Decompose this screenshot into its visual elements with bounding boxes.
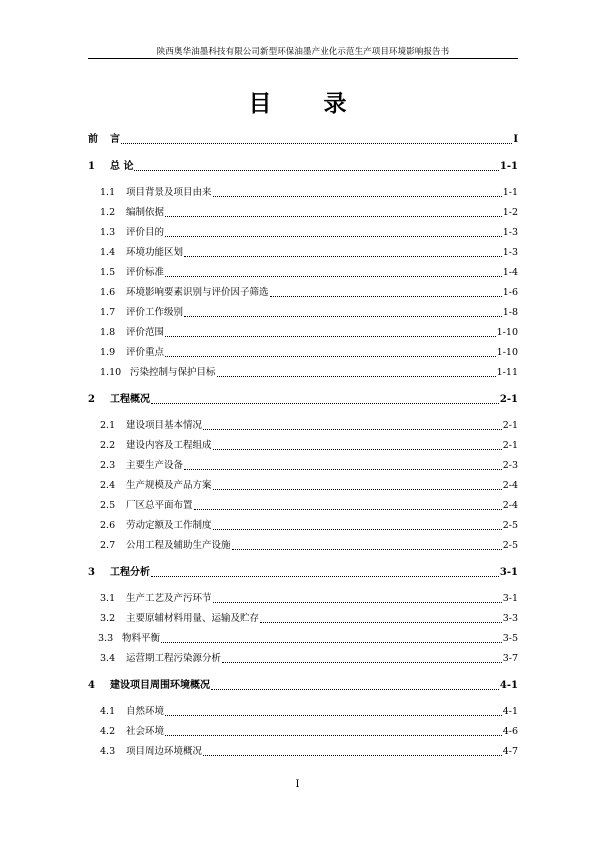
toc-entry-number: 3.1 — [100, 593, 116, 604]
toc-dot-leader — [184, 255, 502, 257]
toc-entry-number: 3.3 — [98, 633, 114, 644]
toc-entry-number: 1.6 — [100, 287, 116, 298]
toc-entry-label: 评价重点 — [126, 347, 165, 358]
toc-dot-leader — [165, 275, 502, 277]
toc-entry-label: 总 论 — [110, 161, 134, 172]
toc-entry-number: 2 — [88, 394, 95, 405]
toc-entry-label: 项目周边环境概况 — [126, 746, 203, 757]
toc-dot-leader — [165, 335, 496, 337]
toc-entry-page: 4-1 — [502, 706, 518, 717]
toc-entry-number: 4.3 — [100, 746, 116, 757]
toc-entry-number: 2.5 — [100, 500, 116, 511]
toc-entry-page: 3-3 — [502, 613, 518, 624]
table-of-contents — [88, 0, 518, 842]
toc-entry[interactable] — [88, 459, 518, 473]
toc-entry[interactable] — [88, 519, 518, 533]
toc-entry-label: 自然环境 — [126, 706, 165, 717]
toc-entry-page: 4-6 — [502, 726, 518, 737]
toc-entry-label: 评价工作级别 — [126, 307, 184, 318]
toc-entry-label: 环境影响要素识别与评价因子筛选 — [126, 287, 269, 298]
toc-entry-page: 4-1 — [499, 680, 518, 691]
toc-entry[interactable] — [88, 366, 518, 380]
toc-entry[interactable] — [88, 652, 518, 666]
toc-entry-page: 4-7 — [502, 746, 518, 757]
toc-entry-number: 1 — [88, 161, 95, 172]
toc-entry[interactable] — [88, 246, 518, 260]
toc-entry-page: 1-3 — [502, 247, 518, 258]
toc-entry-page: 2-1 — [499, 394, 518, 405]
toc-entry-label: 建设项目周围环境概况 — [110, 680, 210, 691]
toc-entry-page: 3-7 — [502, 653, 518, 664]
toc-entry-page: 2-5 — [502, 520, 518, 531]
toc-entry-label: 环境功能区划 — [126, 247, 184, 258]
toc-dot-leader — [184, 468, 502, 470]
toc-entry-label: 工程概况 — [110, 394, 150, 405]
toc-dot-leader — [161, 641, 502, 643]
toc-entry-label: 污染控制与保护目标 — [130, 367, 216, 378]
toc-entry-label: 劳动定额及工作制度 — [126, 520, 212, 531]
toc-entry-page: 2-3 — [502, 460, 518, 471]
toc-dot-leader — [165, 714, 502, 716]
toc-entry-page: 2-4 — [502, 500, 518, 511]
toc-entry-label: 主要原辅材料用量、运输及贮存 — [126, 613, 260, 624]
toc-entry[interactable] — [88, 186, 518, 200]
toc-entry-label: 项目背景及项目由来 — [126, 187, 212, 198]
toc-entry-number: 前 — [88, 134, 98, 145]
toc-entry[interactable] — [88, 206, 518, 220]
toc-entry-number: 2.3 — [100, 460, 116, 471]
toc-entry-page: 1-10 — [496, 327, 518, 338]
toc-dot-leader — [213, 488, 502, 490]
toc-entry[interactable] — [88, 419, 518, 433]
running-header: 陕西奥华油墨科技有限公司新型环保油墨产业化示范生产项目环境影响报告书 — [156, 47, 450, 57]
toc-entry-number: 2.4 — [100, 480, 116, 491]
toc-entry-number: 1.8 — [100, 327, 116, 338]
toc-entry-number: 1.9 — [100, 347, 116, 358]
toc-dot-leader — [165, 235, 502, 237]
toc-entry-number: 1.7 — [100, 307, 116, 318]
toc-entry[interactable] — [88, 705, 518, 719]
toc-entry-label: 建设项目基本情况 — [126, 420, 203, 431]
toc-entry-page: 2-5 — [502, 540, 518, 551]
toc-entry-label: 运营期工程污染源分析 — [126, 653, 222, 664]
toc-entry-label: 评价目的 — [126, 227, 165, 238]
toc-entry[interactable] — [88, 479, 518, 493]
toc-entry-number: 2.1 — [100, 420, 116, 431]
toc-entry-number: 1.10 — [100, 367, 122, 378]
toc-dot-leader — [165, 355, 496, 357]
toc-dot-leader — [260, 621, 502, 623]
toc-entry[interactable] — [88, 745, 518, 759]
page-number: I — [295, 779, 300, 790]
toc-entry-page: 3-1 — [502, 593, 518, 604]
toc-entry-page: 1-3 — [502, 227, 518, 238]
toc-entry-page: I — [513, 134, 518, 145]
toc-entry-number: 1.3 — [100, 227, 116, 238]
page-title: 目 录 — [248, 90, 369, 117]
toc-entry-label: 厂区总平面布置 — [126, 500, 193, 511]
toc-entry-label: 评价标准 — [126, 267, 165, 278]
toc-entry-page: 1-1 — [502, 187, 518, 198]
toc-dot-leader — [213, 601, 502, 603]
toc-entry-label: 建设内容及工程组成 — [126, 440, 212, 451]
toc-entry[interactable] — [88, 592, 518, 606]
toc-entry[interactable] — [88, 286, 518, 300]
toc-entry[interactable] — [88, 499, 518, 513]
toc-entry-page: 1-1 — [499, 161, 518, 172]
toc-entry-number: 1.2 — [100, 207, 116, 218]
toc-entry[interactable] — [88, 725, 518, 739]
toc-entry-page: 1-2 — [502, 207, 518, 218]
toc-entry-number: 4.2 — [100, 726, 116, 737]
toc-entry-page: 1-8 — [502, 307, 518, 318]
toc-entry-number: 1.5 — [100, 267, 116, 278]
toc-entry[interactable] — [88, 612, 518, 626]
toc-entry-number: 4.1 — [100, 706, 116, 717]
toc-entry[interactable] — [88, 133, 518, 147]
toc-dot-leader — [151, 402, 499, 404]
toc-entry-number: 3.4 — [100, 653, 116, 664]
toc-entry-number: 4 — [88, 680, 95, 691]
toc-entry-label: 社会环境 — [126, 726, 165, 737]
toc-dot-leader — [121, 142, 512, 144]
toc-entry-label: 评价范围 — [126, 327, 165, 338]
toc-entry[interactable] — [88, 539, 518, 553]
toc-dot-leader — [134, 169, 498, 171]
toc-entry-label: 生产工艺及产污环节 — [126, 593, 212, 604]
toc-entry-page: 3-5 — [502, 633, 518, 644]
toc-dot-leader — [151, 575, 499, 577]
toc-entry[interactable] — [88, 160, 518, 174]
toc-dot-leader — [165, 734, 502, 736]
toc-entry-page: 2-4 — [502, 480, 518, 491]
toc-entry-page: 2-1 — [502, 440, 518, 451]
toc-dot-leader — [217, 375, 496, 377]
toc-entry-number: 1.4 — [100, 247, 116, 258]
toc-dot-leader — [232, 548, 502, 550]
toc-dot-leader — [222, 661, 502, 663]
toc-entry[interactable] — [88, 226, 518, 240]
toc-entry[interactable] — [88, 679, 518, 693]
toc-dot-leader — [211, 688, 499, 690]
toc-entry[interactable] — [88, 326, 518, 340]
toc-entry-number: 3 — [88, 567, 95, 578]
toc-entry[interactable] — [88, 306, 518, 320]
toc-entry-label: 主要生产设备 — [126, 460, 184, 471]
toc-entry-label: 工程分析 — [110, 567, 150, 578]
toc-entry-page: 1-11 — [496, 367, 518, 378]
toc-entry-number: 2.7 — [100, 540, 116, 551]
toc-entry[interactable] — [88, 632, 518, 646]
toc-entry-page: 2-1 — [502, 420, 518, 431]
toc-dot-leader — [184, 315, 502, 317]
toc-entry[interactable] — [88, 566, 518, 580]
toc-entry-label: 言 — [110, 134, 120, 145]
toc-entry-label: 生产规模及产品方案 — [126, 480, 212, 491]
toc-entry-number: 3.2 — [100, 613, 116, 624]
toc-entry-number: 2.2 — [100, 440, 116, 451]
toc-entry-page: 1-10 — [496, 347, 518, 358]
toc-dot-leader — [203, 754, 502, 756]
toc-entry-number: 1.1 — [100, 187, 116, 198]
toc-entry-label: 公用工程及辅助生产设施 — [126, 540, 231, 551]
toc-dot-leader — [165, 215, 502, 217]
toc-entry-page: 1-6 — [502, 287, 518, 298]
toc-entry-number: 2.6 — [100, 520, 116, 531]
toc-dot-leader — [203, 428, 502, 430]
toc-dot-leader — [213, 195, 502, 197]
toc-dot-leader — [270, 295, 502, 297]
toc-entry-page: 3-1 — [499, 567, 518, 578]
toc-entry[interactable] — [88, 439, 518, 453]
toc-dot-leader — [213, 528, 502, 530]
toc-entry[interactable] — [88, 393, 518, 407]
toc-entry-label: 物料平衡 — [122, 633, 161, 644]
toc-entry[interactable] — [88, 346, 518, 360]
toc-dot-leader — [213, 448, 502, 450]
toc-entry-page: 1-4 — [502, 267, 518, 278]
toc-entry-label: 编制依据 — [126, 207, 165, 218]
toc-entry[interactable] — [88, 266, 518, 280]
toc-dot-leader — [194, 508, 502, 510]
